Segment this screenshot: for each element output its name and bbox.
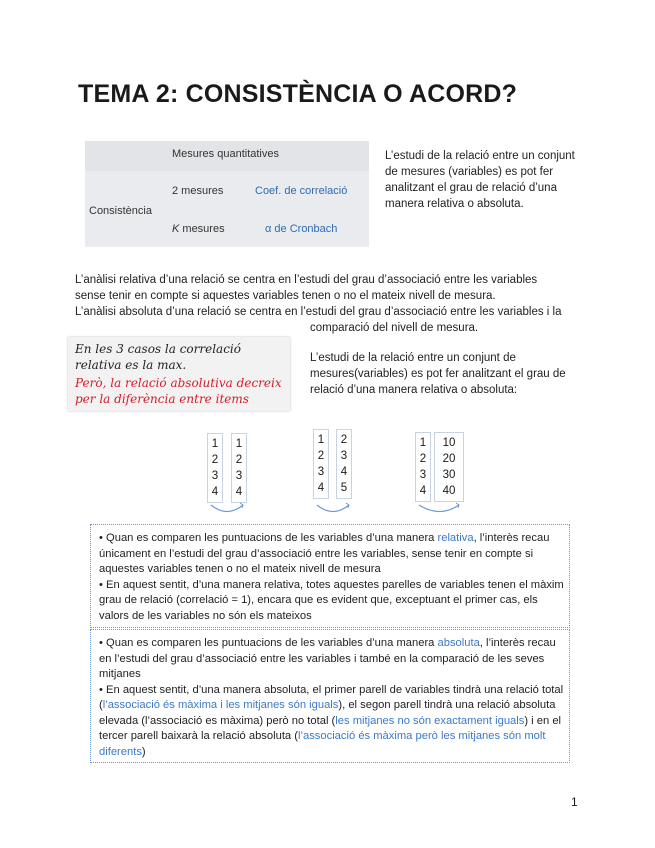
bullet-text (99, 531, 569, 578)
table-header: Mesures quantitatives (172, 148, 279, 160)
number-cell: 1 (317, 434, 325, 446)
number-column (434, 432, 464, 502)
page-number: 1 (571, 795, 578, 809)
number-cell: 2 (317, 450, 325, 462)
side-text: L’estudi de la relació entre un conjunt de mesures (variables) es pot fer analitzant el grau de relació d’una manera relativa o absoluta. (385, 150, 575, 210)
number-cell: 10 (442, 437, 456, 449)
page-title: TEMA 2: CONSISTÈNCIA O ACORD? (78, 80, 518, 108)
measures-cell: 2 mesures (172, 185, 224, 197)
k-symbol: K (172, 223, 180, 235)
number-cell: 4 (317, 482, 325, 494)
relative-explanation-box (90, 524, 570, 628)
relative-absolute-text (75, 272, 585, 336)
handwritten-line: En les 3 casos la correlació (75, 342, 241, 356)
number-cell: 40 (442, 485, 456, 497)
text-span: ), el segon parell tindrà una relació absoluta elevada (l’associació es màxima) però no total ( (99, 699, 556, 727)
number-cell: 1 (419, 437, 427, 449)
bullet-text (99, 683, 569, 761)
handwritten-line: Però, la relació absolutiva decreix (75, 376, 282, 390)
highlight-text: les mitjanes no són exactament iguals (335, 714, 525, 727)
number-cell: 4 (340, 466, 348, 478)
number-column (415, 432, 431, 502)
text-line: sense tenir en compte si aquestes variables tenen o no el mateix nivell de mesura. (75, 290, 496, 302)
number-cell: 1 (235, 438, 243, 450)
text-span: ) (141, 745, 146, 758)
number-cell: 20 (442, 453, 456, 465)
handwritten-line: per la diferència entre items (75, 392, 249, 406)
text-span: • En aquest sentit, d’una manera absoluta, el primer parell de variables tindrà una relació total ( (99, 683, 564, 711)
highlight-text: l’associació és màxima però les mitjanes són molt diferents (99, 730, 546, 758)
text-span: , l’interès recau únicament en l’estudi del grau d’associació entre les variables, sense tenir en compte si aquestes variables tenen o no el mateix nivell de mesura (99, 532, 550, 575)
connector-arc-icon (415, 502, 465, 518)
number-cell: 2 (235, 454, 243, 466)
number-cell: 2 (340, 434, 348, 446)
highlight-text: absoluta (437, 637, 480, 649)
number-cell: 3 (235, 470, 243, 482)
text-span: ) i en el tercer parell baixarà la relació absoluta ( (99, 714, 562, 742)
row-label: Consistència (89, 205, 152, 217)
number-cell: 2 (211, 454, 219, 466)
text-span: , l’interès recau en l’estudi del grau d’associació entre les variables i també en la comparació de les seves mitjanes (99, 637, 556, 680)
text-line: L’anàlisi relativa d’una relació se centra en l’estudi del grau d’associació entre les variables (75, 274, 538, 286)
number-column (207, 433, 223, 503)
coef-cell: α de Cronbach (265, 223, 338, 235)
coef-cell: Coef. de correlació (255, 185, 348, 197)
side-text: L’estudi de la relació entre un conjunt de mesures(variables) es pot fer analitzant el grau de relació d’una manera relativa o absoluta: (310, 352, 566, 396)
connector-arc-icon (313, 502, 353, 518)
number-column (231, 433, 247, 503)
text-span: • Quan es comparen les puntuacions de les variables d’una manera (99, 637, 438, 649)
measures-cell (172, 223, 225, 235)
measures-rest: mesures (179, 223, 225, 235)
measures-table (85, 141, 369, 247)
number-cell: 3 (211, 470, 219, 482)
absolute-explanation-box (90, 629, 570, 763)
handwritten-note (68, 337, 290, 411)
number-cell: 1 (211, 438, 219, 450)
number-cell: 30 (442, 469, 456, 481)
bullet-text: • En aquest sentit, d’una manera relativa, totes aquestes parelles de variables tenen el màxim grau de relació (correlació = 1), encara que es evident que, exceptuant el primer cas, els valors de les variables no són els mateixos (99, 578, 564, 622)
highlight-text: l’associació és màxima i les mitjanes són iguals (102, 699, 339, 711)
number-cell: 3 (419, 469, 427, 481)
highlight-text: relativa (437, 532, 474, 544)
number-column (313, 429, 329, 499)
text-line: comparació del nivell de mesura. (310, 322, 479, 334)
text-line: L’anàlisi absoluta d’una relació se centra en l’estudi del grau d’associació entre les variables i la (75, 306, 562, 318)
number-cell: 5 (340, 482, 348, 494)
text-span: • Quan es comparen les puntuacions de les variables d’una manera (99, 532, 438, 544)
bullet-text (99, 636, 569, 683)
number-cell: 3 (317, 466, 325, 478)
connector-arc-icon (207, 502, 247, 518)
number-cell: 4 (211, 486, 219, 498)
number-cell: 3 (340, 450, 348, 462)
handwritten-line: relativa es la max. (75, 358, 187, 372)
number-cell: 4 (419, 485, 427, 497)
number-cell: 2 (419, 453, 427, 465)
number-cell: 4 (235, 486, 243, 498)
number-column (336, 429, 352, 499)
